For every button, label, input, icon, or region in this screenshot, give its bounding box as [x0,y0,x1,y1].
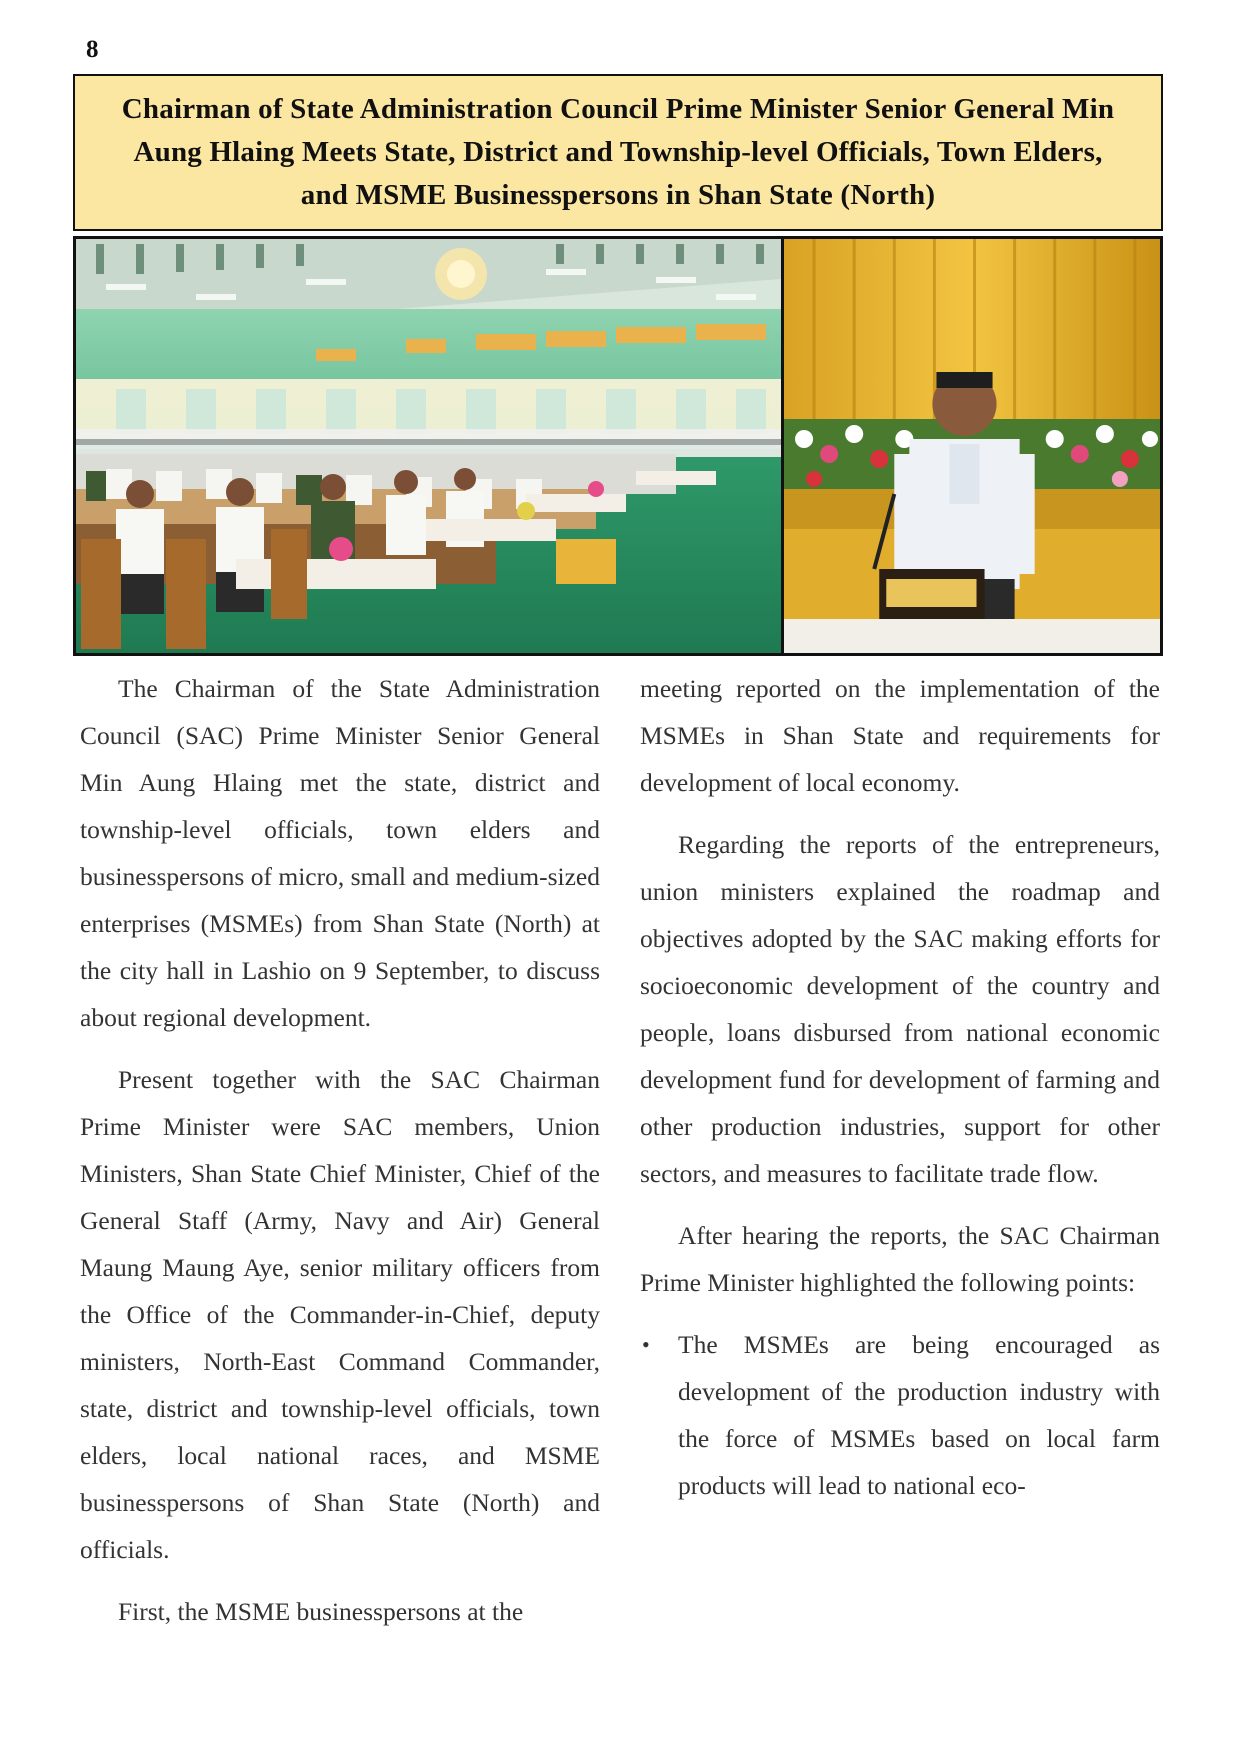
speaker-photo [784,239,1160,653]
list-item [640,1321,1160,1509]
meeting-hall-photo [76,239,781,653]
photo-strip [73,236,1163,656]
paragraph: First, the MSME businesspersons at the [118,1597,524,1626]
speaker-illustration [784,239,1160,653]
right-column [640,665,1160,1509]
paragraph: Present together with the SAC Chairman Prime Minister were SAC members, Union Ministers, Shan State Chief Minister, Chief of the General Staff (Army, Navy and Air) General Maung Maung Aye, senior military officers from the Office of the Commander-in-Chief, deputy ministers, North-East Command Commander, state, district and township-level officials, town elders, local national races, and MSME businesspersons of Shan State (North) and officials. [80,1065,600,1564]
paragraph: Regarding the reports of the entrepreneurs, union ministers explained the roadmap and objectives adopted by the SAC making efforts for socioeconomic development of the country and people, loans disbursed from national economic development fund for development of farming and other production industries, support for other sectors, and measures to facilitate trade flow. [640,830,1160,1188]
page-number: 8 [86,36,99,63]
article-title: Chairman of State Administration Council Prime Minister Senior General Min Aung Hlaing Meets State, District and Township-level Officials, Town Elders, and MSME Businesspersons in Shan State (North) [121,93,1115,211]
left-column [80,665,600,1650]
bullet-icon: • [642,1332,650,1357]
list-item-text: The MSMEs are being encouraged as development of the production industry with the force of MSMEs based on local farm products will lead to national eco- [678,1330,1160,1500]
paragraph-continuation: meeting reported on the implementation of the MSMEs in Shan State and requirements for development of local economy. [640,674,1160,797]
highlight-list [640,1321,1160,1509]
meeting-hall-illustration [76,239,781,653]
paragraph: The Chairman of the State Administration Council (SAC) Prime Minister Senior General Min Aung Hlaing met the state, district and township-level officials, town elders and businesspersons of micro, small and medium-sized enterprises (MSMEs) from Shan State (North) at the city hall in Lashio on 9 September, to discuss about regional development. [80,674,600,1032]
headline-box [73,74,1163,231]
paragraph: After hearing the reports, the SAC Chairman Prime Minister highlighted the following points: [640,1221,1160,1297]
